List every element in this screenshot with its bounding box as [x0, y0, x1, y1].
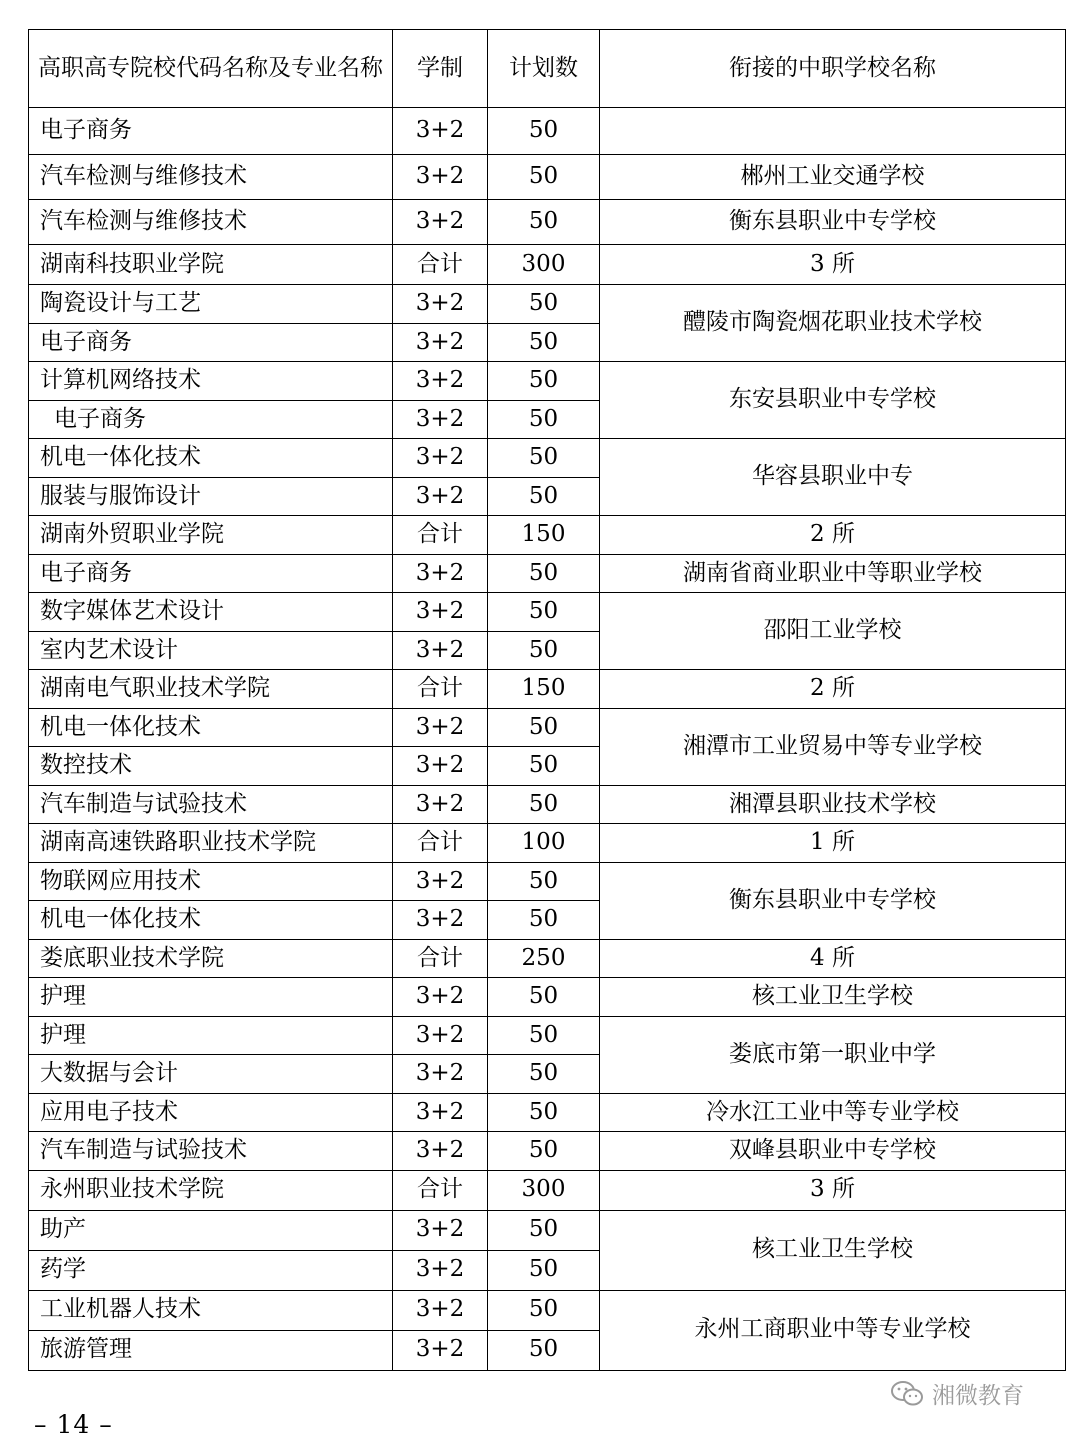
plan-count: 50 — [488, 862, 600, 901]
secondary-school: 衡东县职业中专学校 — [600, 200, 1066, 245]
plan-count: 300 — [488, 245, 600, 285]
plan-count: 50 — [488, 323, 600, 362]
school-system: 3+2 — [393, 285, 488, 324]
subtotal-row — [29, 516, 1066, 555]
header-system: 学制 — [393, 30, 488, 108]
school-system: 3+2 — [393, 108, 488, 155]
school-system: 3+2 — [393, 362, 488, 401]
plan-count: 50 — [488, 362, 600, 401]
school-system: 3+2 — [393, 554, 488, 593]
subtotal-row — [29, 939, 1066, 978]
college-name: 永州职业技术学院 — [29, 1170, 393, 1210]
plan-count: 150 — [488, 670, 600, 709]
table-row — [29, 1290, 1066, 1330]
school-count: 1 所 — [600, 824, 1066, 863]
major-name: 数字媒体艺术设计 — [29, 593, 393, 632]
school-system: 3+2 — [393, 785, 488, 824]
table-row — [29, 593, 1066, 632]
major-name: 物联网应用技术 — [29, 862, 393, 901]
table-row — [29, 978, 1066, 1017]
plan-count: 50 — [488, 1290, 600, 1330]
school-system: 3+2 — [393, 862, 488, 901]
header-plan-count: 计划数 — [488, 30, 600, 108]
plan-count: 50 — [488, 1330, 600, 1370]
school-system: 3+2 — [393, 1016, 488, 1055]
secondary-school: 衡东县职业中专学校 — [600, 862, 1066, 939]
school-system: 3+2 — [393, 323, 488, 362]
secondary-school: 湖南省商业职业中等职业学校 — [600, 554, 1066, 593]
table-row — [29, 1093, 1066, 1132]
plan-count: 50 — [488, 1250, 600, 1290]
secondary-school: 双峰县职业中专学校 — [600, 1132, 1066, 1171]
plan-count: 50 — [488, 1016, 600, 1055]
major-name: 旅游管理 — [29, 1330, 393, 1370]
school-count: 2 所 — [600, 670, 1066, 709]
school-system: 3+2 — [393, 593, 488, 632]
school-system: 3+2 — [393, 747, 488, 786]
major-name: 机电一体化技术 — [29, 901, 393, 940]
subtotal-row — [29, 824, 1066, 863]
major-name: 应用电子技术 — [29, 1093, 393, 1132]
plan-count: 300 — [488, 1170, 600, 1210]
subtotal-row — [29, 670, 1066, 709]
major-name: 电子商务 — [29, 554, 393, 593]
school-system: 3+2 — [393, 1132, 488, 1171]
table-header-row — [29, 30, 1066, 108]
school-system: 3+2 — [393, 631, 488, 670]
major-name: 电子商务 — [29, 400, 393, 439]
table-row — [29, 200, 1066, 245]
table-row — [29, 439, 1066, 478]
plan-count: 50 — [488, 1210, 600, 1250]
subtotal-row — [29, 245, 1066, 285]
plan-count: 50 — [488, 285, 600, 324]
secondary-school: 核工业卫生学校 — [600, 978, 1066, 1017]
plan-count: 50 — [488, 785, 600, 824]
school-system: 3+2 — [393, 439, 488, 478]
major-name: 机电一体化技术 — [29, 708, 393, 747]
school-count: 2 所 — [600, 516, 1066, 555]
table-row — [29, 108, 1066, 155]
major-name: 汽车检测与维修技术 — [29, 155, 393, 200]
plan-count: 50 — [488, 155, 600, 200]
secondary-school: 核工业卫生学校 — [600, 1210, 1066, 1290]
plan-count: 50 — [488, 108, 600, 155]
school-system: 3+2 — [393, 155, 488, 200]
secondary-school: 娄底市第一职业中学 — [600, 1016, 1066, 1093]
college-name: 湖南电气职业技术学院 — [29, 670, 393, 709]
school-system: 3+2 — [393, 978, 488, 1017]
table-row — [29, 862, 1066, 901]
table-row — [29, 1210, 1066, 1250]
school-count: 4 所 — [600, 939, 1066, 978]
secondary-school — [600, 108, 1066, 155]
watermark — [890, 1377, 1024, 1410]
plan-count: 50 — [488, 1132, 600, 1171]
college-name: 湖南科技职业学院 — [29, 245, 393, 285]
secondary-school: 华容县职业中专 — [600, 439, 1066, 516]
table-row — [29, 554, 1066, 593]
major-name: 电子商务 — [29, 323, 393, 362]
school-system: 3+2 — [393, 1093, 488, 1132]
major-name: 机电一体化技术 — [29, 439, 393, 478]
secondary-school: 永州工商职业中等专业学校 — [600, 1290, 1066, 1370]
college-name: 娄底职业技术学院 — [29, 939, 393, 978]
table-row — [29, 1132, 1066, 1171]
page-number: – 14 – — [34, 1410, 113, 1439]
school-system: 合计 — [393, 670, 488, 709]
plan-count: 50 — [488, 1055, 600, 1094]
plan-count: 50 — [488, 439, 600, 478]
wechat-icon — [890, 1380, 924, 1408]
major-name: 计算机网络技术 — [29, 362, 393, 401]
major-name: 护理 — [29, 1016, 393, 1055]
school-system: 合计 — [393, 516, 488, 555]
major-name: 汽车制造与试验技术 — [29, 1132, 393, 1171]
plan-count: 50 — [488, 901, 600, 940]
school-system: 合计 — [393, 939, 488, 978]
secondary-school: 湘潭市工业贸易中等专业学校 — [600, 708, 1066, 785]
header-college-major: 高职高专院校代码名称及专业名称 — [29, 30, 393, 108]
plan-count: 50 — [488, 200, 600, 245]
subtotal-row — [29, 1170, 1066, 1210]
school-system: 合计 — [393, 1170, 488, 1210]
plan-count: 50 — [488, 593, 600, 632]
plan-count: 50 — [488, 631, 600, 670]
secondary-school: 冷水江工业中等专业学校 — [600, 1093, 1066, 1132]
college-name: 湖南外贸职业学院 — [29, 516, 393, 555]
table-row — [29, 1016, 1066, 1055]
school-system: 3+2 — [393, 1290, 488, 1330]
table-row — [29, 785, 1066, 824]
plan-count: 50 — [488, 708, 600, 747]
school-system: 合计 — [393, 824, 488, 863]
enrollment-plan-table — [28, 29, 1066, 1371]
secondary-school: 醴陵市陶瓷烟花职业技术学校 — [600, 285, 1066, 362]
major-name: 汽车制造与试验技术 — [29, 785, 393, 824]
secondary-school: 湘潭县职业技术学校 — [600, 785, 1066, 824]
table-row — [29, 362, 1066, 401]
plan-count: 250 — [488, 939, 600, 978]
major-name: 电子商务 — [29, 108, 393, 155]
school-system: 3+2 — [393, 708, 488, 747]
major-name: 大数据与会计 — [29, 1055, 393, 1094]
school-system: 3+2 — [393, 200, 488, 245]
plan-count: 50 — [488, 400, 600, 439]
plan-count: 150 — [488, 516, 600, 555]
secondary-school: 郴州工业交通学校 — [600, 155, 1066, 200]
secondary-school: 东安县职业中专学校 — [600, 362, 1066, 439]
college-name: 湖南高速铁路职业技术学院 — [29, 824, 393, 863]
major-name: 工业机器人技术 — [29, 1290, 393, 1330]
plan-count: 50 — [488, 1093, 600, 1132]
school-system: 3+2 — [393, 1330, 488, 1370]
table-row — [29, 155, 1066, 200]
major-name: 药学 — [29, 1250, 393, 1290]
school-system: 3+2 — [393, 901, 488, 940]
plan-count: 50 — [488, 747, 600, 786]
school-count: 3 所 — [600, 245, 1066, 285]
school-system: 3+2 — [393, 1210, 488, 1250]
table-row — [29, 285, 1066, 324]
school-system: 3+2 — [393, 477, 488, 516]
plan-count: 50 — [488, 477, 600, 516]
major-name: 数控技术 — [29, 747, 393, 786]
major-name: 护理 — [29, 978, 393, 1017]
school-system: 3+2 — [393, 1250, 488, 1290]
major-name: 室内艺术设计 — [29, 631, 393, 670]
header-secondary-school: 衔接的中职学校名称 — [600, 30, 1066, 108]
school-system: 合计 — [393, 245, 488, 285]
major-name: 服装与服饰设计 — [29, 477, 393, 516]
plan-count: 100 — [488, 824, 600, 863]
plan-count: 50 — [488, 554, 600, 593]
major-name: 助产 — [29, 1210, 393, 1250]
table-row — [29, 708, 1066, 747]
major-name: 陶瓷设计与工艺 — [29, 285, 393, 324]
school-system: 3+2 — [393, 1055, 488, 1094]
watermark-text: 湘微教育 — [932, 1383, 1024, 1409]
major-name: 汽车检测与维修技术 — [29, 200, 393, 245]
secondary-school: 邵阳工业学校 — [600, 593, 1066, 670]
school-system: 3+2 — [393, 400, 488, 439]
plan-count: 50 — [488, 978, 600, 1017]
school-count: 3 所 — [600, 1170, 1066, 1210]
